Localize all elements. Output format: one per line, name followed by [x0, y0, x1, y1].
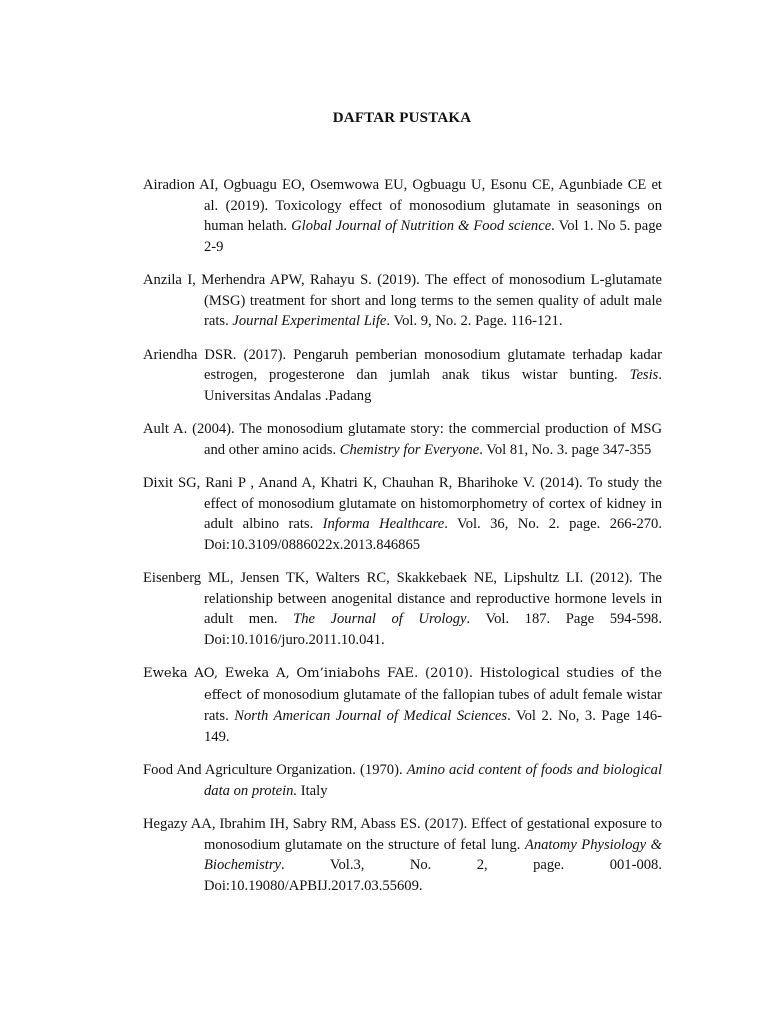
reference-text: Anzila I, Merhendra APW, Rahayu S. (2019). The effect of monosodium L-glutamate (MSG) treatment for short and long terms to the semen quality of adult male rats.: [143, 272, 662, 329]
reference-entry: [143, 175, 662, 257]
reference-text: monosodium glutamate of the fallopian tubes of adult female wistar rats.: [204, 686, 662, 724]
reference-entry: [143, 345, 662, 407]
reference-source-title: Informa Healthcare: [322, 516, 445, 532]
reference-source-title: Chemistry for Everyone: [339, 441, 480, 458]
reference-text: Ault A. (2004). The monosodium glutamate story: the commercial production of MSG and other amino acids.: [143, 421, 662, 458]
reference-text: Eisenberg ML, Jensen TK, Walters RC, Skakkebaek NE, Lipshultz LI. (2012). The relationship between anogenital distance and reproductive hormone levels in adult men.: [143, 570, 662, 627]
reference-text: . Universitas Andalas .Padang: [204, 367, 662, 404]
reference-text: . Vol. 36, No. 2. page. 266-270. Doi:10.3109/0886022x.2013.846865: [204, 516, 663, 553]
reference-source-title: Global Journal of Nutrition & Food science: [291, 218, 552, 234]
reference-text: . Vol 1. No 5. page 2-9: [204, 218, 662, 255]
reference-entry: [143, 419, 662, 460]
reference-source-title: Anatomy Physiology & Biochemistry: [204, 836, 662, 873]
reference-text: . Vol. 187. Page 594-598. Doi:10.1016/juro.2011.10.041.: [204, 611, 662, 648]
reference-text: Airadion AI, Ogbuagu EO, Osemwowa EU, Ogbuagu U, Esonu CE, Agunbiade CE et al. (2019). Toxicology effect of monosodium glutamate in seasonings on human helath.: [143, 177, 662, 234]
reference-entry: [143, 568, 662, 650]
reference-text: Italy: [297, 782, 328, 799]
reference-entry: [143, 473, 662, 555]
reference-text: Ariendha DSR. (2017). Pengaruh pemberian monosodium glutamate terhadap kadar estrogen, progesterone dan jumlah anak tikus wistar bunting.: [143, 346, 662, 383]
reference-list: [143, 175, 662, 909]
reference-text: Food And Agriculture Organization. (1970).: [143, 762, 407, 778]
reference-text: . Vol 2. No, 3. Page 146-149.: [204, 708, 663, 745]
reference-text: . Vol. 9, No. 2. Page. 116-121.: [386, 313, 563, 329]
reference-entry: [143, 814, 662, 896]
reference-source-title: Amino acid content of foods and biological data on protein.: [204, 762, 662, 799]
reference-source-title: Journal Experimental Life: [232, 313, 387, 329]
reference-source-title: The Journal of Urology: [293, 611, 467, 627]
reference-text: . Vol.3, No. 2, page. 001-008. Doi:10.19080/APBIJ.2017.03.55609.: [204, 857, 662, 894]
reference-source-title: Tesis: [629, 367, 659, 383]
reference-text: . Vol 81, No. 3. page 347-355: [479, 441, 652, 458]
reference-entry: [143, 270, 662, 332]
page-title: DAFTAR PUSTAKA: [332, 110, 472, 126]
reference-source-title: North American Journal of Medical Sciences: [234, 708, 508, 724]
reference-text: Hegazy AA, Ibrahim IH, Sabry RM, Abass ES. (2017). Effect of gestational exposure to monosodium glutamate on the structure of fetal lung.: [143, 816, 662, 853]
reference-entry: [143, 663, 662, 747]
reference-text: Dixit SG, Rani P , Anand A, Khatri K, Chauhan R, Bharihoke V. (2014). To study the effect of monosodium glutamate on histomorphometry of cortex of kidney in adult albino rats.: [143, 475, 662, 532]
reference-text: Eweka AO, Eweka A, Om’iniabohs FAE. (2010). Histological studies of the effect of: [143, 666, 662, 703]
reference-entry: [143, 760, 662, 801]
